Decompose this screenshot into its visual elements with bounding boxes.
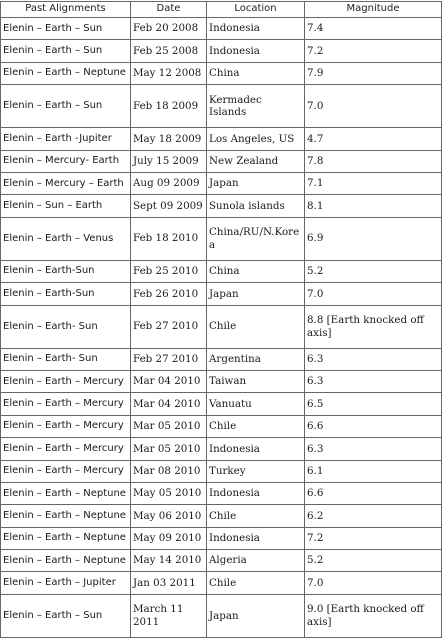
cell-location: China/RU/N.Korea xyxy=(207,217,305,260)
cell-alignment: Elenin – Earth- Sun xyxy=(1,305,131,348)
cell-magnitude: 6.3 xyxy=(305,348,442,370)
header-magnitude: Magnitude xyxy=(305,2,442,18)
table-row xyxy=(1,62,442,84)
cell-magnitude: 7.1 xyxy=(305,172,442,194)
cell-date: Feb 26 2010 xyxy=(131,283,207,305)
cell-magnitude: 6.6 xyxy=(305,482,442,504)
cell-location: Chile xyxy=(207,572,305,594)
table-row xyxy=(1,40,442,62)
cell-location: Chile xyxy=(207,505,305,527)
cell-alignment: Elenin – Earth – Neptune xyxy=(1,505,131,527)
cell-date: Feb 18 2010 xyxy=(131,217,207,260)
cell-location: Indonesia xyxy=(207,527,305,549)
cell-location: Argentina xyxy=(207,348,305,370)
cell-location: China xyxy=(207,260,305,282)
table-row xyxy=(1,85,442,128)
cell-location: Sunola islands xyxy=(207,195,305,217)
cell-location: Chile xyxy=(207,305,305,348)
cell-magnitude: 7.0 xyxy=(305,85,442,128)
header-location: Location xyxy=(207,2,305,18)
table-row xyxy=(1,460,442,482)
cell-magnitude: 7.4 xyxy=(305,18,442,40)
cell-date: March 11 2011 xyxy=(131,594,207,637)
cell-date: Feb 18 2009 xyxy=(131,85,207,128)
cell-location: Japan xyxy=(207,172,305,194)
cell-alignment: Elenin – Earth – Mercury xyxy=(1,438,131,460)
table-row xyxy=(1,393,442,415)
cell-magnitude: 6.9 xyxy=(305,217,442,260)
cell-location: Turkey xyxy=(207,460,305,482)
cell-magnitude: 7.0 xyxy=(305,283,442,305)
cell-date: Feb 27 2010 xyxy=(131,305,207,348)
table-header-row xyxy=(1,2,442,18)
cell-location: Japan xyxy=(207,283,305,305)
table-row xyxy=(1,18,442,40)
cell-location: New Zealand xyxy=(207,150,305,172)
cell-alignment: Elenin – Earth – Mercury xyxy=(1,460,131,482)
cell-alignment: Elenin – Earth – Jupiter xyxy=(1,572,131,594)
table-body xyxy=(1,18,442,638)
cell-alignment: Elenin – Earth – Neptune xyxy=(1,527,131,549)
table-row xyxy=(1,550,442,572)
cell-magnitude: 7.2 xyxy=(305,527,442,549)
cell-date: May 09 2010 xyxy=(131,527,207,549)
cell-location: Kermadec Islands xyxy=(207,85,305,128)
cell-alignment: Elenin – Earth – Sun xyxy=(1,85,131,128)
table-row xyxy=(1,527,442,549)
cell-alignment: Elenin – Earth – Sun xyxy=(1,40,131,62)
cell-date: July 15 2009 xyxy=(131,150,207,172)
table-row xyxy=(1,415,442,437)
cell-date: Jan 03 2011 xyxy=(131,572,207,594)
cell-magnitude: 8.8 [Earth knocked off axis] xyxy=(305,305,442,348)
cell-alignment: Elenin – Earth – Mercury xyxy=(1,371,131,393)
cell-alignment: Elenin – Earth-Sun xyxy=(1,260,131,282)
cell-location: Los Angeles, US xyxy=(207,128,305,150)
cell-location: Japan xyxy=(207,594,305,637)
cell-alignment: Elenin – Earth – Neptune xyxy=(1,550,131,572)
table-row xyxy=(1,150,442,172)
cell-alignment: Elenin – Earth – Sun xyxy=(1,594,131,637)
cell-location: Indonesia xyxy=(207,482,305,504)
cell-date: May 06 2010 xyxy=(131,505,207,527)
cell-date: Feb 25 2010 xyxy=(131,260,207,282)
cell-magnitude: 6.3 xyxy=(305,371,442,393)
cell-date: May 12 2008 xyxy=(131,62,207,84)
cell-magnitude: 9.0 [Earth knocked off axis] xyxy=(305,594,442,637)
cell-location: Indonesia xyxy=(207,40,305,62)
header-date: Date xyxy=(131,2,207,18)
cell-magnitude: 8.1 xyxy=(305,195,442,217)
table-row xyxy=(1,594,442,637)
cell-date: Mar 08 2010 xyxy=(131,460,207,482)
cell-magnitude: 4.7 xyxy=(305,128,442,150)
table-row xyxy=(1,195,442,217)
table-row xyxy=(1,482,442,504)
cell-date: Feb 25 2008 xyxy=(131,40,207,62)
cell-date: Mar 05 2010 xyxy=(131,415,207,437)
cell-date: May 14 2010 xyxy=(131,550,207,572)
cell-magnitude: 5.2 xyxy=(305,260,442,282)
cell-alignment: Elenin – Earth – Neptune xyxy=(1,62,131,84)
cell-magnitude: 7.9 xyxy=(305,62,442,84)
cell-alignment: Elenin – Earth – Venus xyxy=(1,217,131,260)
table-row xyxy=(1,305,442,348)
table-row xyxy=(1,283,442,305)
table-row xyxy=(1,572,442,594)
cell-alignment: Elenin – Earth – Mercury xyxy=(1,393,131,415)
cell-magnitude: 6.2 xyxy=(305,505,442,527)
cell-alignment: Elenin – Earth-Sun xyxy=(1,283,131,305)
cell-alignment: Elenin – Earth – Neptune xyxy=(1,482,131,504)
table-row xyxy=(1,438,442,460)
table-row xyxy=(1,371,442,393)
cell-location: Taiwan xyxy=(207,371,305,393)
cell-magnitude: 7.0 xyxy=(305,572,442,594)
cell-date: Mar 04 2010 xyxy=(131,393,207,415)
cell-magnitude: 7.8 xyxy=(305,150,442,172)
cell-alignment: Elenin – Sun – Earth xyxy=(1,195,131,217)
cell-location: Indonesia xyxy=(207,18,305,40)
cell-location: Chile xyxy=(207,415,305,437)
cell-location: Vanuatu xyxy=(207,393,305,415)
cell-alignment: Elenin – Earth – Mercury xyxy=(1,415,131,437)
cell-date: May 18 2009 xyxy=(131,128,207,150)
cell-date: Aug 09 2009 xyxy=(131,172,207,194)
cell-magnitude: 6.3 xyxy=(305,438,442,460)
cell-alignment: Elenin – Earth – Sun xyxy=(1,18,131,40)
table-row xyxy=(1,505,442,527)
cell-date: May 05 2010 xyxy=(131,482,207,504)
cell-date: Feb 27 2010 xyxy=(131,348,207,370)
cell-alignment: Elenin – Earth -Jupiter xyxy=(1,128,131,150)
cell-date: Sept 09 2009 xyxy=(131,195,207,217)
table-row xyxy=(1,172,442,194)
cell-magnitude: 6.1 xyxy=(305,460,442,482)
cell-alignment: Elenin – Mercury- Earth xyxy=(1,150,131,172)
table-row xyxy=(1,217,442,260)
cell-location: Indonesia xyxy=(207,438,305,460)
table-row xyxy=(1,128,442,150)
cell-magnitude: 5.2 xyxy=(305,550,442,572)
table-row xyxy=(1,260,442,282)
cell-magnitude: 7.2 xyxy=(305,40,442,62)
cell-date: Mar 04 2010 xyxy=(131,371,207,393)
cell-magnitude: 6.5 xyxy=(305,393,442,415)
cell-alignment: Elenin – Earth- Sun xyxy=(1,348,131,370)
table-row xyxy=(1,348,442,370)
cell-location: China xyxy=(207,62,305,84)
alignments-table xyxy=(0,1,442,638)
header-past-alignments: Past Alignments xyxy=(1,2,131,18)
cell-date: Feb 20 2008 xyxy=(131,18,207,40)
cell-magnitude: 6.6 xyxy=(305,415,442,437)
cell-location: Algeria xyxy=(207,550,305,572)
cell-date: Mar 05 2010 xyxy=(131,438,207,460)
cell-alignment: Elenin – Mercury – Earth xyxy=(1,172,131,194)
